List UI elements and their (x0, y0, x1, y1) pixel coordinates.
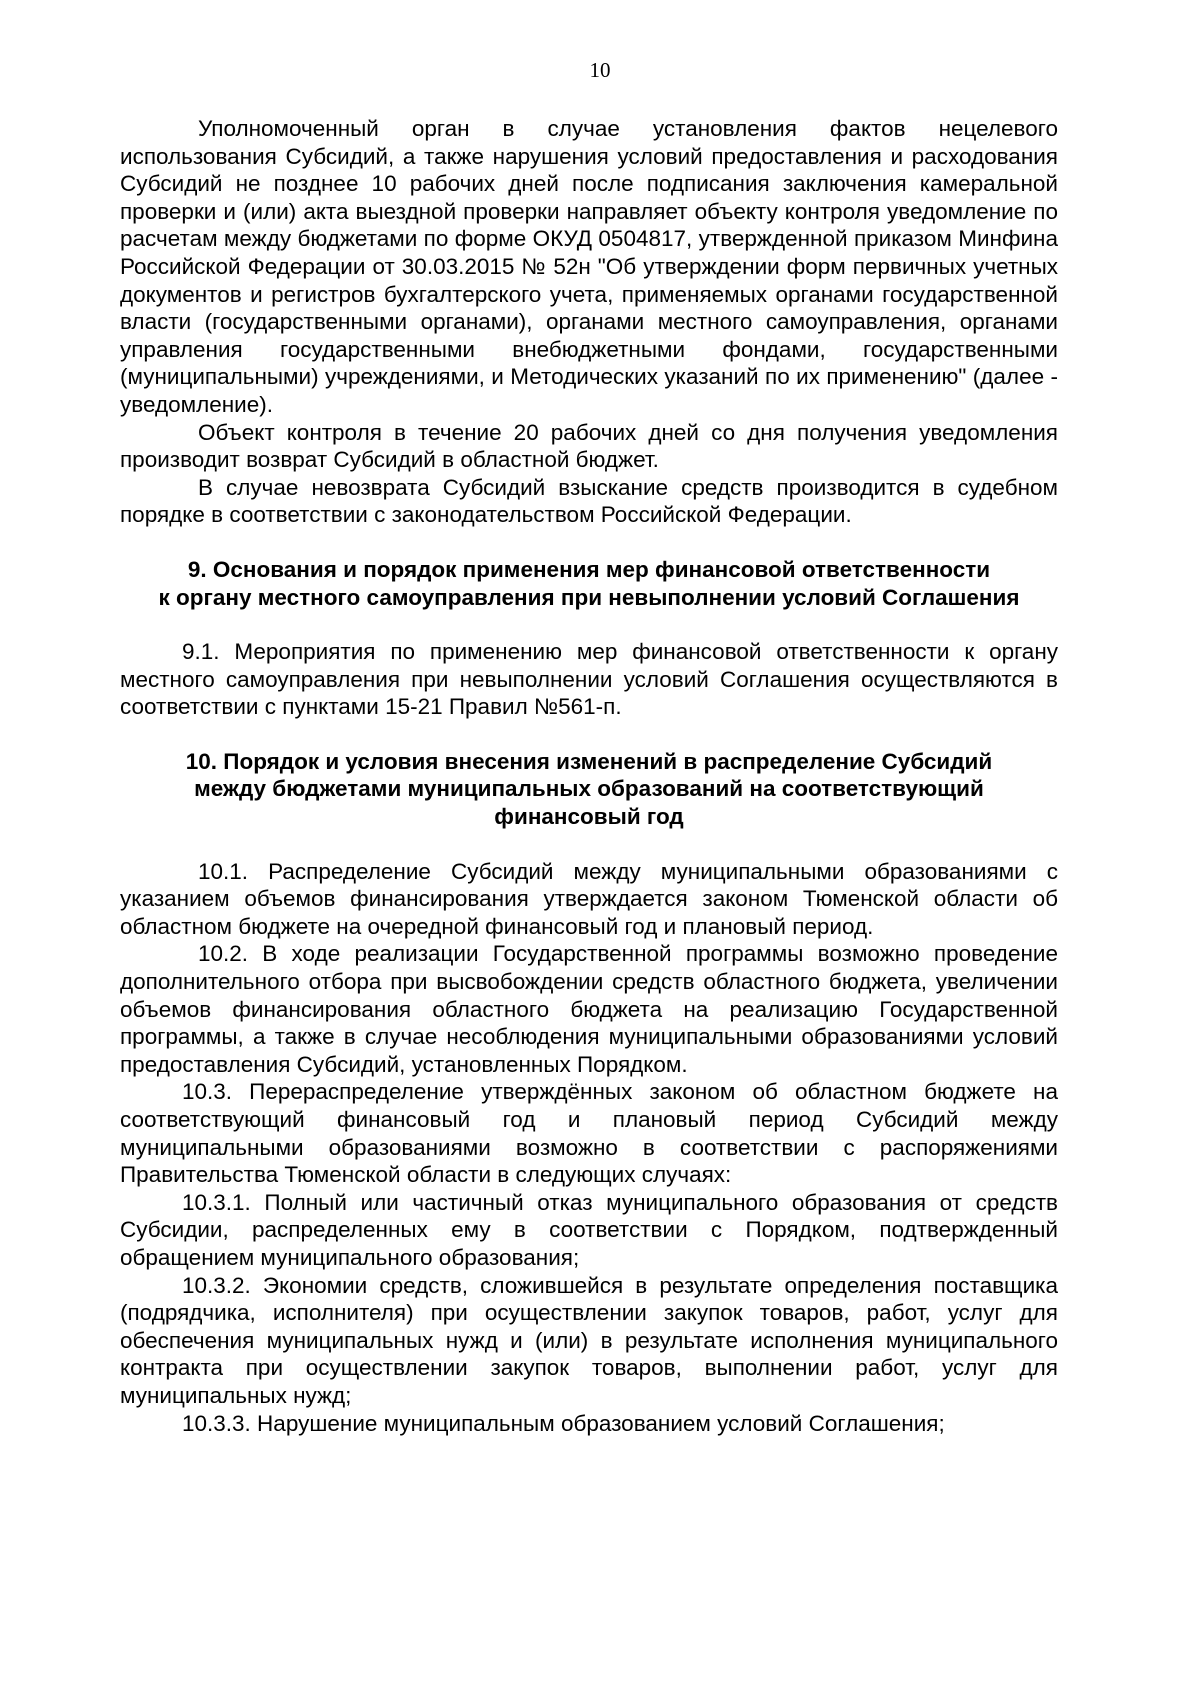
paragraph-10-2: 10.2. В ходе реализации Государственной программы возможно проведение дополнительного отбора при высвобождении средств областного бюджета, увеличении объемов финансирования областного бюджета на реализацию Государственной программы, а также в случае несоблюдения муниципальными образованиями условий предоставления Субсидий, установленных Порядком. (120, 941, 1058, 1077)
spacer (120, 529, 1058, 556)
spacer (120, 611, 1058, 638)
page-number: 10 (589, 58, 611, 82)
paragraph-refund: Объект контроля в течение 20 рабочих дней со дня получения уведомления производит возврат Субсидий в областной бюджет. (120, 419, 1058, 473)
section-9-heading-line-2: к органу местного самоуправления при невыполнении условий Соглашения (158, 584, 1020, 610)
section-10-heading (120, 748, 1058, 831)
spacer (120, 831, 1058, 858)
paragraph-court: В случае невозврата Субсидий взыскание средств производится в судебном порядке в соответствии с законодательством Российской Федерации. (120, 474, 1058, 528)
section-9-heading (120, 556, 1058, 611)
paragraph-10-3-1: 10.3.1. Полный или частичный отказ муниципального образования от средств Субсидии, распределенных ему в соответствии с Порядком, подтвержденный обращением муниципального образования; (120, 1189, 1058, 1270)
paragraph-notification: Уполномоченный орган в случае установления фактов нецелевого использования Субсидий, а также нарушения условий предоставления и расходования Субсидий не позднее 10 рабочих дней после подписания заключения камеральной проверки и (или) акта выездной проверки направляет объекту контроля уведомление по расчетам между бюджетами по форме ОКУД 0504817, утвержденной приказом Минфина Российской Федерации от 30.03.2015 № 52н "Об утверждении форм первичных учетных документов и регистров бухгалтерского учета, применяемых органами государственной власти (государственными органами), органами местного самоуправления, органами управления государственными внебюджетными фондами, государственными (муниципальными) учреждениями, и Методических указаний по их применению" (далее - уведомление). (120, 116, 1058, 417)
spacer (120, 721, 1058, 748)
paragraph-10-3: 10.3. Перераспределение утверждённых законом об областном бюджете на соответствующий финансовый год и плановый период Субсидий между муниципальными образованиями возможно в соответствии с распоряжениями Правительства Тюменской области в следующих случаях: (120, 1079, 1058, 1188)
paragraph-10-3-3: 10.3.3. Нарушение муниципальным образованием условий Соглашения; (182, 1410, 945, 1436)
section-10-heading-line-3: финансовый год (494, 804, 684, 830)
section-10-heading-line-2: между бюджетами муниципальных образований на соответствующий (194, 776, 984, 802)
paragraph-9-1: 9.1. Мероприятия по применению мер финансовой ответственности к органу местного самоуправления при невыполнении условий Соглашения осуществляются в соответствии с пунктами 15-21 Правил №561-п. (120, 639, 1058, 720)
section-9-heading-line-1: 9. Основания и порядок применения мер финансовой ответственности (187, 556, 991, 582)
document-body (120, 115, 1058, 1437)
paragraph-10-1: 10.1. Распределение Субсидий между муниципальными образованиями с указанием объемов финансирования утверждается законом Тюменской области об областном бюджете на очередной финансовый год и плановый период. (120, 858, 1058, 939)
section-10-heading-line-1: 10. Порядок и условия внесения изменений в распределение Субсидий (185, 748, 993, 774)
paragraph-10-3-2: 10.3.2. Экономии средств, сложившейся в результате определения поставщика (подрядчика, исполнителя) при осуществлении закупок товаров, работ, услуг для обеспечения муниципальных нужд и (или) в результате исполнения муниципального контракта при осуществлении закупок товаров, выполнении работ, услуг для муниципальных нужд; (120, 1272, 1058, 1408)
